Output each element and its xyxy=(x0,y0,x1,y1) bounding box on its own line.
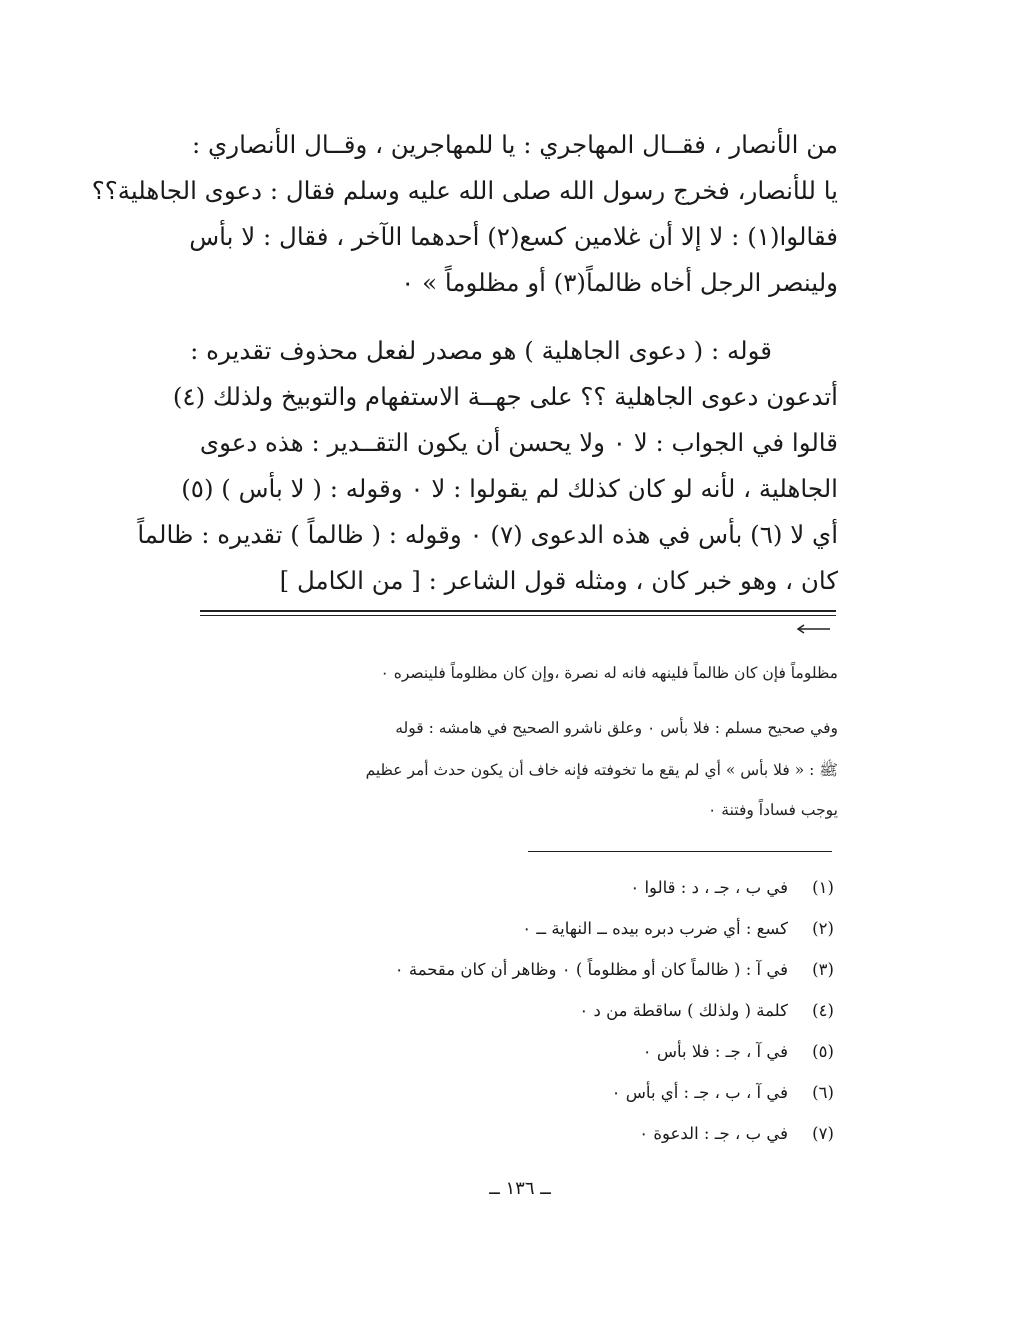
footnote-text: في ب ، جـ ، د : قالوا ٠ xyxy=(630,878,788,897)
arrow-left-icon xyxy=(796,624,832,634)
footnote-item xyxy=(395,960,842,979)
footnote-item xyxy=(612,1083,842,1102)
note-line: مظلوماً فإن كان ظالماً فلينهه فانه له نصرة ،وإن كان مظلوماً فلينصره ٠ xyxy=(380,664,838,682)
text-line: كان ، وهو خبر كان ، ومثله قول الشاعر : [ من الكامل ] xyxy=(279,566,838,595)
footnote-text: في آ ، ب ، جـ : أي بأس ٠ xyxy=(611,1083,788,1102)
text-line: يا للأنصار، فخرج رسول الله صلى الله عليه وسلم فقال : دعوى الجاهلية؟؟ xyxy=(91,176,838,205)
footnote-number: (٧) xyxy=(812,1124,834,1143)
footnote-text: في آ ، جـ : فلا بأس ٠ xyxy=(642,1042,788,1061)
footnote-item xyxy=(630,878,842,897)
page-number: ــ ١٣٦ ــ xyxy=(489,1178,551,1199)
footnote-number: (٦) xyxy=(812,1083,834,1102)
footnote-item xyxy=(639,1124,842,1143)
footnote-number: (٢) xyxy=(812,919,834,938)
note-line: ﷺ : « فلا بأس » أي لم يقع ما تخوفته فإنه خاف أن يكون حدث أمر عظيم xyxy=(365,761,838,779)
footnote-number: (١) xyxy=(812,878,834,897)
separator-rule-thin xyxy=(200,615,836,616)
note-line: وفي صحيح مسلم : فلا بأس ٠ وعلق ناشرو الصحيح في هامشه : قوله xyxy=(395,719,838,737)
separator-rule xyxy=(200,610,836,612)
text-line: أي لا (٦) بأس في هذه الدعوى (٧) ٠ وقوله : ( ظالماً ) تقديره : ظالماً xyxy=(137,520,838,549)
footnote-number: (٥) xyxy=(812,1042,834,1061)
footnote-text: كسع : أي ضرب دبره بيده ــ النهاية ــ ٠ xyxy=(522,919,788,938)
note-line: يوجب فساداً وفتنة ٠ xyxy=(708,801,838,819)
footnote-item xyxy=(579,1001,842,1020)
footnote-number: (٤) xyxy=(812,1001,834,1020)
footnote-text: كلمة ( ولذلك ) ساقطة من د ٠ xyxy=(579,1001,788,1020)
text-line: أتدعون دعوى الجاهلية ؟؟ على جهــة الاستفهام والتوبيخ ولذلك (٤) xyxy=(172,382,838,411)
footnote-rule xyxy=(528,851,832,852)
footnote-text: في آ : ( ظالماً كان أو مظلوماً ) ٠ وظاهر أن كان مقحمة ٠ xyxy=(394,960,788,979)
text-line: قالوا في الجواب : لا ٠ ولا يحسن أن يكون التقــدير : هذه دعوى xyxy=(199,428,838,457)
text-line: فقالوا(١) : لا إلا أن غلامين كسع(٢) أحدهما الآخر ، فقال : لا بأس xyxy=(189,222,838,251)
text-line: من الأنصار ، فقــال المهاجري : يا للمهاجرين ، وقــال الأنصاري : xyxy=(192,130,838,159)
footnote-item xyxy=(643,1042,842,1061)
text-line: الجاهلية ، لأنه لو كان كذلك لم يقولوا : لا ٠ وقوله : ( لا بأس ) (٥) xyxy=(181,474,838,503)
footnote-number: (٣) xyxy=(812,960,834,979)
text-line: ولينصر الرجل أخاه ظالماً(٣) أو مظلوماً » ٠ xyxy=(401,268,838,297)
footnote-text: في ب ، جـ : الدعوة ٠ xyxy=(639,1124,788,1143)
text-line: قوله : ( دعوى الجاهلية ) هو مصدر لفعل محذوف تقديره : xyxy=(190,336,772,365)
footnote-item xyxy=(522,919,842,938)
